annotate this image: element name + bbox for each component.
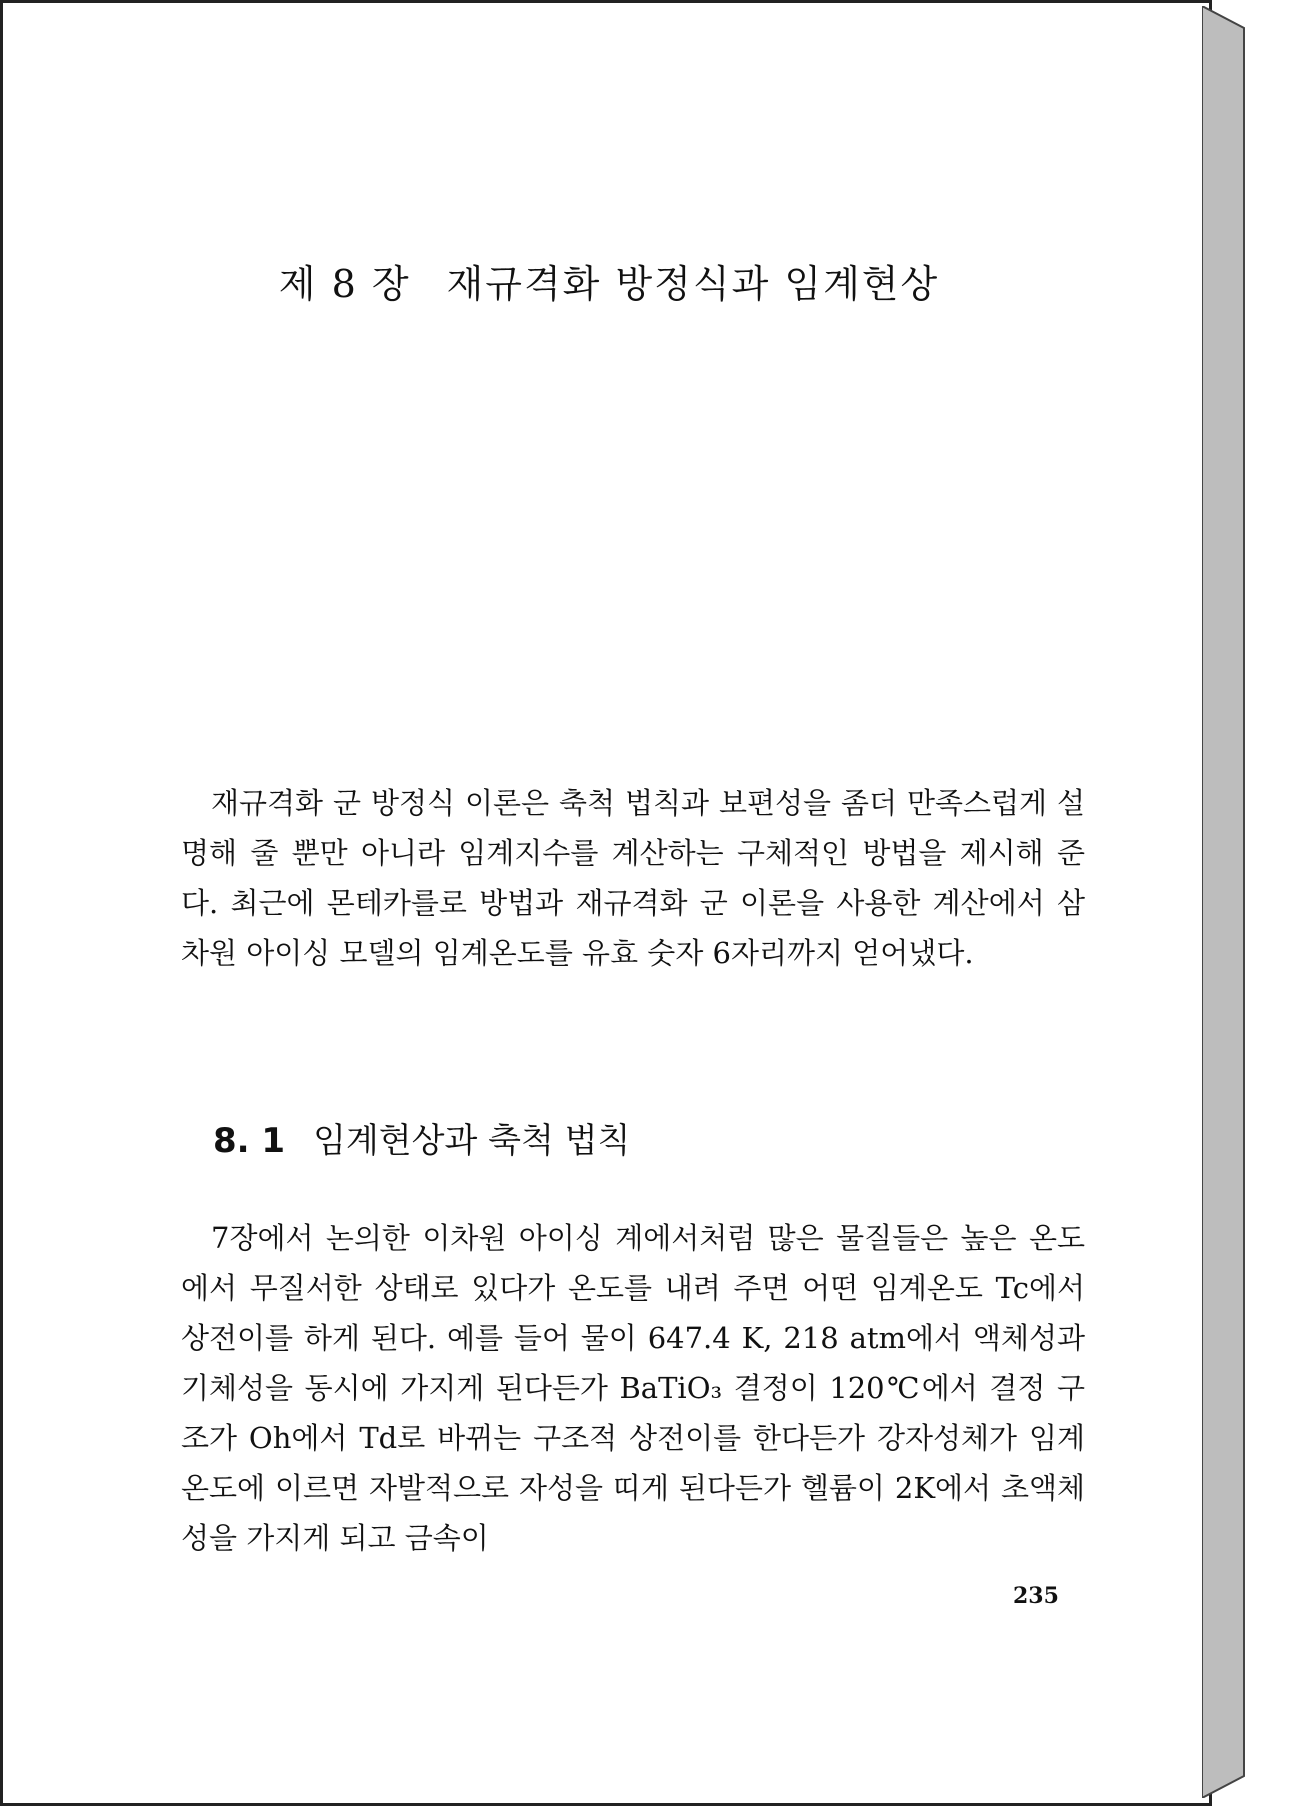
section-number: 8. 1 <box>213 1121 286 1161</box>
section-title: 임계현상과 축척 법칙 <box>313 1121 631 1161</box>
chapter-number: 제 8 장 <box>278 262 411 306</box>
section-paragraph-text: 7장에서 논의한 이차원 아이싱 계에서처럼 많은 물질들은 높은 온도에서 무질서한 상태로 있다가 온도를 내려 주면 어떤 임계온도 Tc에서 상전이를 하게 된다. 예를 들어 물이 647.4 K, 218 atm에서 액체성과 기체성을 동시에 가지게 된다든가 BaTiO₃ 결정이 120℃에서 결정 구조가 Oh에서 Td로 바뀌는 구조적 상전이를 한다든가 강자성체가 임계온도에 이르면 자발적으로 자성을 띠게 된다든가 헬륨이 2K에서 초액체성을 가지게 되고 금속이 <box>181 1221 1085 1555</box>
section-paragraph <box>181 1213 1085 1563</box>
page-number: 235 <box>1013 1583 1059 1609</box>
intro-paragraph <box>181 778 1085 978</box>
chapter-title-text: 재규격화 방정식과 임계현상 <box>446 262 940 306</box>
intro-paragraph-text: 재규격화 군 방정식 이론은 축척 법칙과 보편성을 좀더 만족스럽게 설명해 줄 뿐만 아니라 임계지수를 계산하는 구체적인 방법을 제시해 준다. 최근에 몬테카를로 방법과 재규격화 군 이론을 사용한 계산에서 삼차원 아이싱 모델의 임계온도를 유효 숫자 6자리까지 얻어냈다. <box>181 786 1085 970</box>
chapter-title <box>3 253 1215 308</box>
section-heading <box>213 1113 630 1162</box>
book-spine-shadow <box>1202 6 1262 1798</box>
